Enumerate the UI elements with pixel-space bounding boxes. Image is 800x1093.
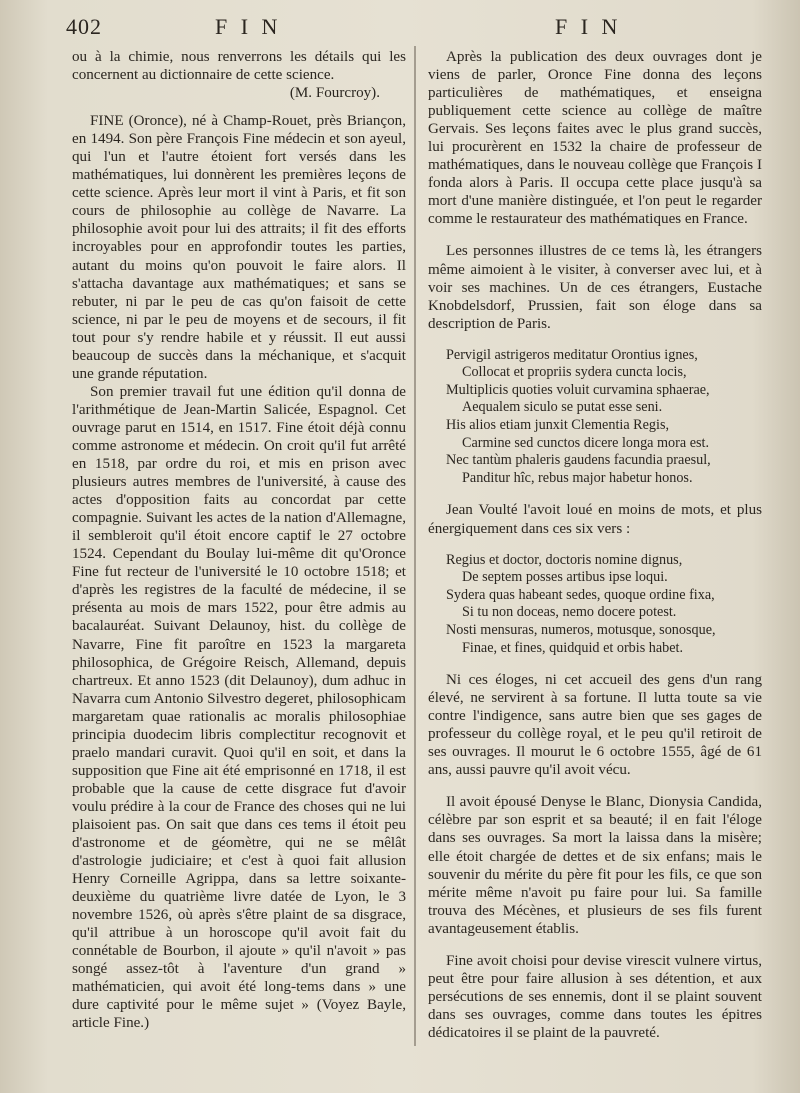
paragraph-chemistry-end: ou à la chimie, nous renverrons les détails qui les concernent au dictionnaire de cette science. — [72, 49, 406, 84]
verse-line: His alios etiam junxit Clementia Regis, — [446, 417, 670, 434]
verse-line: Finae, et fines, quidquid et orbis habet. — [462, 639, 684, 656]
paragraph-fine-biography: FINE (Oronce), né à Champ-Rouet, près Briançon, en 1494. Son père François Fine médecin et son ayeul, qui l'un et l'autre étoient fort versés dans les mathématiques, lui donnèrent les premières leçons de cette science. Après leur mort il vint à Paris, et fit son cours de philosophie au collège de Navarre. La philosophie avoit pour lui des attraits; il fit des efforts incroyables pour en approfondir toutes les parties, autant du moins qu'on pouvoit le faire alors. Il s'attacha davantage aux mathématiques; et sans se rebuter, ni par le peu de cas qu'on faisoit de cette science, ni par le peu de moyens et de secours, il fit tout pour s'y rendre habile et y réussit. Il eut aussi beaucoup de succès dans la méchanique, et s'acquit une grande réputation. — [72, 113, 406, 382]
verse-line: Nosti mensuras, numeros, motusque, sonosque, — [446, 621, 716, 638]
verse-line: Multiplicis quoties voluit curvamina sphaerae, — [446, 381, 710, 398]
verse-line: Panditur hîc, rebus major habetur honos. — [462, 469, 693, 486]
verse-voulte — [428, 552, 762, 658]
left-column — [72, 48, 406, 1033]
verse-line: Pervigil astrigeros meditatur Orontius ignes, — [446, 346, 698, 363]
column-divider — [414, 46, 416, 1046]
verse-line: Collocat et propriis sydera cuncta locis, — [462, 364, 687, 381]
verse-line: Si tu non doceas, nemo docere potest. — [462, 604, 677, 621]
verse-line: Carmine sed cunctos dicere longa mora est. — [462, 434, 710, 451]
paragraph-visitors: Les personnes illustres de ce tems là, les étrangers même aimoient à le visiter, à converser avec lui, et à voir ses machines. Un de ces étrangers, Eustache Knobdelsdorf, Prussien, fait son éloge dans sa description de Paris. — [428, 243, 762, 332]
paragraph-poverty: Ni ces éloges, ni cet accueil des gens d'un rang élevé, ne servirent à sa fortune. Il lutta toute sa vie contre l'indigence, sans autre bien que ses gages de professeur du collège royal, et le peu qu'il retiroit de ses ouvrages. Il mourut le 6 octobre 1555, âgé de 61 ans, aussi pauvre qu'il avoit vécu. — [428, 672, 762, 779]
verse-line: Nec tantùm phaleris gaudens facundia praesul, — [446, 452, 711, 469]
paragraph-publication: Après la publication des deux ouvrages dont je viens de parler, Oronce Fine donna des leçons particulières de mathématiques, et enseigna publiquement cette science au collège de maître Gervais. Ses leçons faites avec le plus grand succès, lui procurèrent en 1532 la chaire de professeur de mathématiques, dans le nouveau collège que François I fonda alors à Paris. Il occupa cette place jusqu'à sa mort d'une manière distinguée, et l'on peut le regarder comme le restaurateur des mathématiques en France. — [428, 49, 762, 228]
paragraph-motto: Fine avoit choisi pour devise virescit vulnere virtus, peut être pour faire allusion à ses détention, et aux persécutions de ses ennemis, dont il se plaint souvent dans ses ouvrages, comme dans toutes les épitres dédicatoires il se plaint de la pauvreté. — [428, 952, 762, 1041]
running-head-right: F I N — [555, 14, 622, 39]
verse-line: De septem posses artibus ipse loqui. — [462, 569, 668, 586]
page-header — [0, 14, 800, 46]
author-signature: (M. Fourcroy). — [289, 85, 380, 102]
page-number: 402 — [66, 14, 102, 39]
verse-line: Regius et doctor, doctoris nomine dignus, — [446, 551, 683, 568]
right-column — [428, 48, 762, 1042]
verse-line: Aequalem siculo se putat esse seni. — [462, 399, 663, 416]
paragraph-voulte: Jean Voulté l'avoit loué en moins de mots, et plus énergiquement dans ces six vers : — [428, 502, 762, 537]
paragraph-first-work: Son premier travail fut une édition qu'il donna de l'arithmétique de Jean-Martin Salicée, Espagnol. Cet ouvrage parut en 1514, en 1517. Fine étoit déjà connu comme astronome et médecin. On croit qu'il fut arrêté en 1518, par ordre du roi, et mis en prison avec plusieurs autres membres de l'université, à cause des actes d'opposition faits au concordat par cette compagnie. Suivant les actes de la nation d'Allemagne, il sembleroit qu'il étoit encore captif le 27 octobre 1524. Cependant du Boulay lui-même dit qu'Oronce Fine fut recteur de l'université le 10 octobre 1518; et d'après les registres de la faculté de médecine, il se présenta au mois de mars 1522, pour être admis au bacalauréat. Suivant Delaunoy, hist. du collège de Navarre, Fine fit paroître en 1523 la margareta philosophica, de Grégoire Reisch, Allemand, depuis chartreux. Et anno 1523 (dit Delaunoy), dum adhuc in Navarra cum Antonio Silvestro degeret, philosophicam margaretam quae rationalis ac moralis philosophiae principia duodecim libris complectitur recognovit et praelo mandari curavit. Quoi qu'il en soit, et dans la supposition que Fine ait été emprisonné en 1718, il est probable que la cause de cette disgrace fut d'avoir voulu prédire à la cour de France des choses qui ne lui plaisoient pas. On sait que dans ces tems il étoit peu d'astronome et de géomètre, qui ne se mêlât d'astrologie judiciaire; et c'est à quoi fait allusion Henry Corneille Agrippa, dans sa lettre soixante-deuxième du quatrième livre datée de Lyon, le 3 novembre 1526, où après s'être plaint de sa disgrace, qu'il attribue à un horoscope qu'il avoit fait du connétable de Bourbon, il ajoute » qu'il n'avoit » pas songé assez-tôt à l'aventure d'un grand » mathématicien, qui avoit été long-tems dans » une dure captivité pour le même sujet » (Voyez Bayle, article Fine.) — [72, 383, 406, 1032]
verse-knobdelsdorf — [428, 347, 762, 488]
running-head-left: F I N — [215, 14, 282, 39]
verse-line: Sydera quas habeant sedes, quoque ordine fixa, — [446, 586, 715, 603]
paragraph-wife: Il avoit épousé Denyse le Blanc, Dionysia Candida, célèbre par son esprit et sa beauté; il en fait l'éloge dans ses ouvrages. Sa mort la laissa dans la misère; elle étoit chargée de dettes et de six enfans; mais le souvenir du mérite du père fit pour les fils, ce que son mérite même n'avoit pu faire pour lui. Sa famille trouva des Mécènes, et plusieurs de ses fils furent avantageusement établis. — [428, 794, 762, 937]
